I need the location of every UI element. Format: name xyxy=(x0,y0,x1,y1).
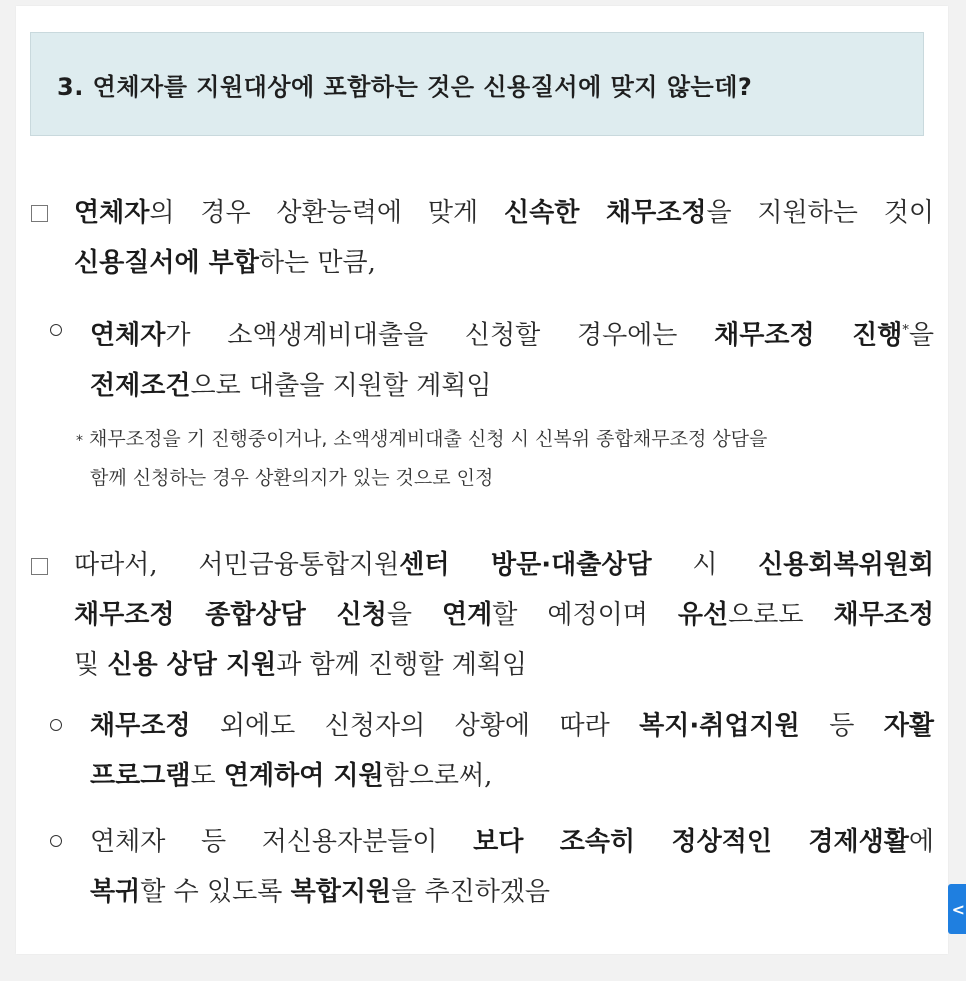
question-title: 3. 연체자를 지원대상에 포함하는 것은 신용질서에 맞지 않는데? xyxy=(57,72,753,101)
footnote-line-1: * 채무조정을 기 진행중이거나, 소액생계비대출 신청 시 신복위 종합채무조정 상담을 xyxy=(76,428,768,450)
paragraph-3-line-2: 채무조정 종합상담 신청을 연계할 예정이며 유선으로도 채무조정 xyxy=(74,600,934,630)
paragraph-4-line-1: 채무조정 외에도 신청자의 상황에 따라 복지·취업지원 등 자활 xyxy=(90,711,934,741)
paragraph-2 xyxy=(90,306,934,411)
paragraph-2-line-1: 연체자가 소액생계비대출을 신청할 경우에는 채무조정 진행*을 xyxy=(90,320,934,351)
paragraph-2-line-2: 전제조건으로 대출을 지원할 계획임 xyxy=(90,370,492,401)
square-bullet-icon xyxy=(31,205,48,222)
paragraph-3-line-3: 및 신용 상담 지원과 함께 진행할 계획임 xyxy=(74,650,528,680)
footnote-line-2: 함께 신청하는 경우 상환의지가 있는 것으로 인정 xyxy=(90,467,494,489)
paragraph-1-line-2: 신용질서에 부합하는 만큼, xyxy=(74,248,376,278)
circle-bullet-icon xyxy=(50,324,62,336)
paragraph-3-line-1: 따라서, 서민금융통합지원센터 방문·대출상담 시 신용회복위원회 xyxy=(74,550,934,580)
square-bullet-icon xyxy=(31,558,48,575)
circle-bullet-icon xyxy=(50,835,62,847)
paragraph-1 xyxy=(74,188,934,288)
paragraph-5 xyxy=(90,817,934,917)
chevron-left-icon: < xyxy=(951,899,965,919)
paragraph-4 xyxy=(90,701,934,801)
paragraph-3 xyxy=(74,540,934,690)
footnote xyxy=(76,421,936,497)
circle-bullet-icon xyxy=(50,719,62,731)
question-box xyxy=(30,32,924,136)
paragraph-1-line-1: 연체자의 경우 상환능력에 맞게 신속한 채무조정을 지원하는 것이 xyxy=(74,198,934,228)
paragraph-5-line-1: 연체자 등 저신용자분들이 보다 조속히 정상적인 경제생활에 xyxy=(90,827,934,857)
floating-side-button[interactable] xyxy=(948,884,966,934)
paragraph-4-line-2: 프로그램도 연계하여 지원함으로써, xyxy=(90,761,493,791)
paragraph-5-line-2: 복귀할 수 있도록 복합지원을 추진하겠음 xyxy=(90,877,551,907)
